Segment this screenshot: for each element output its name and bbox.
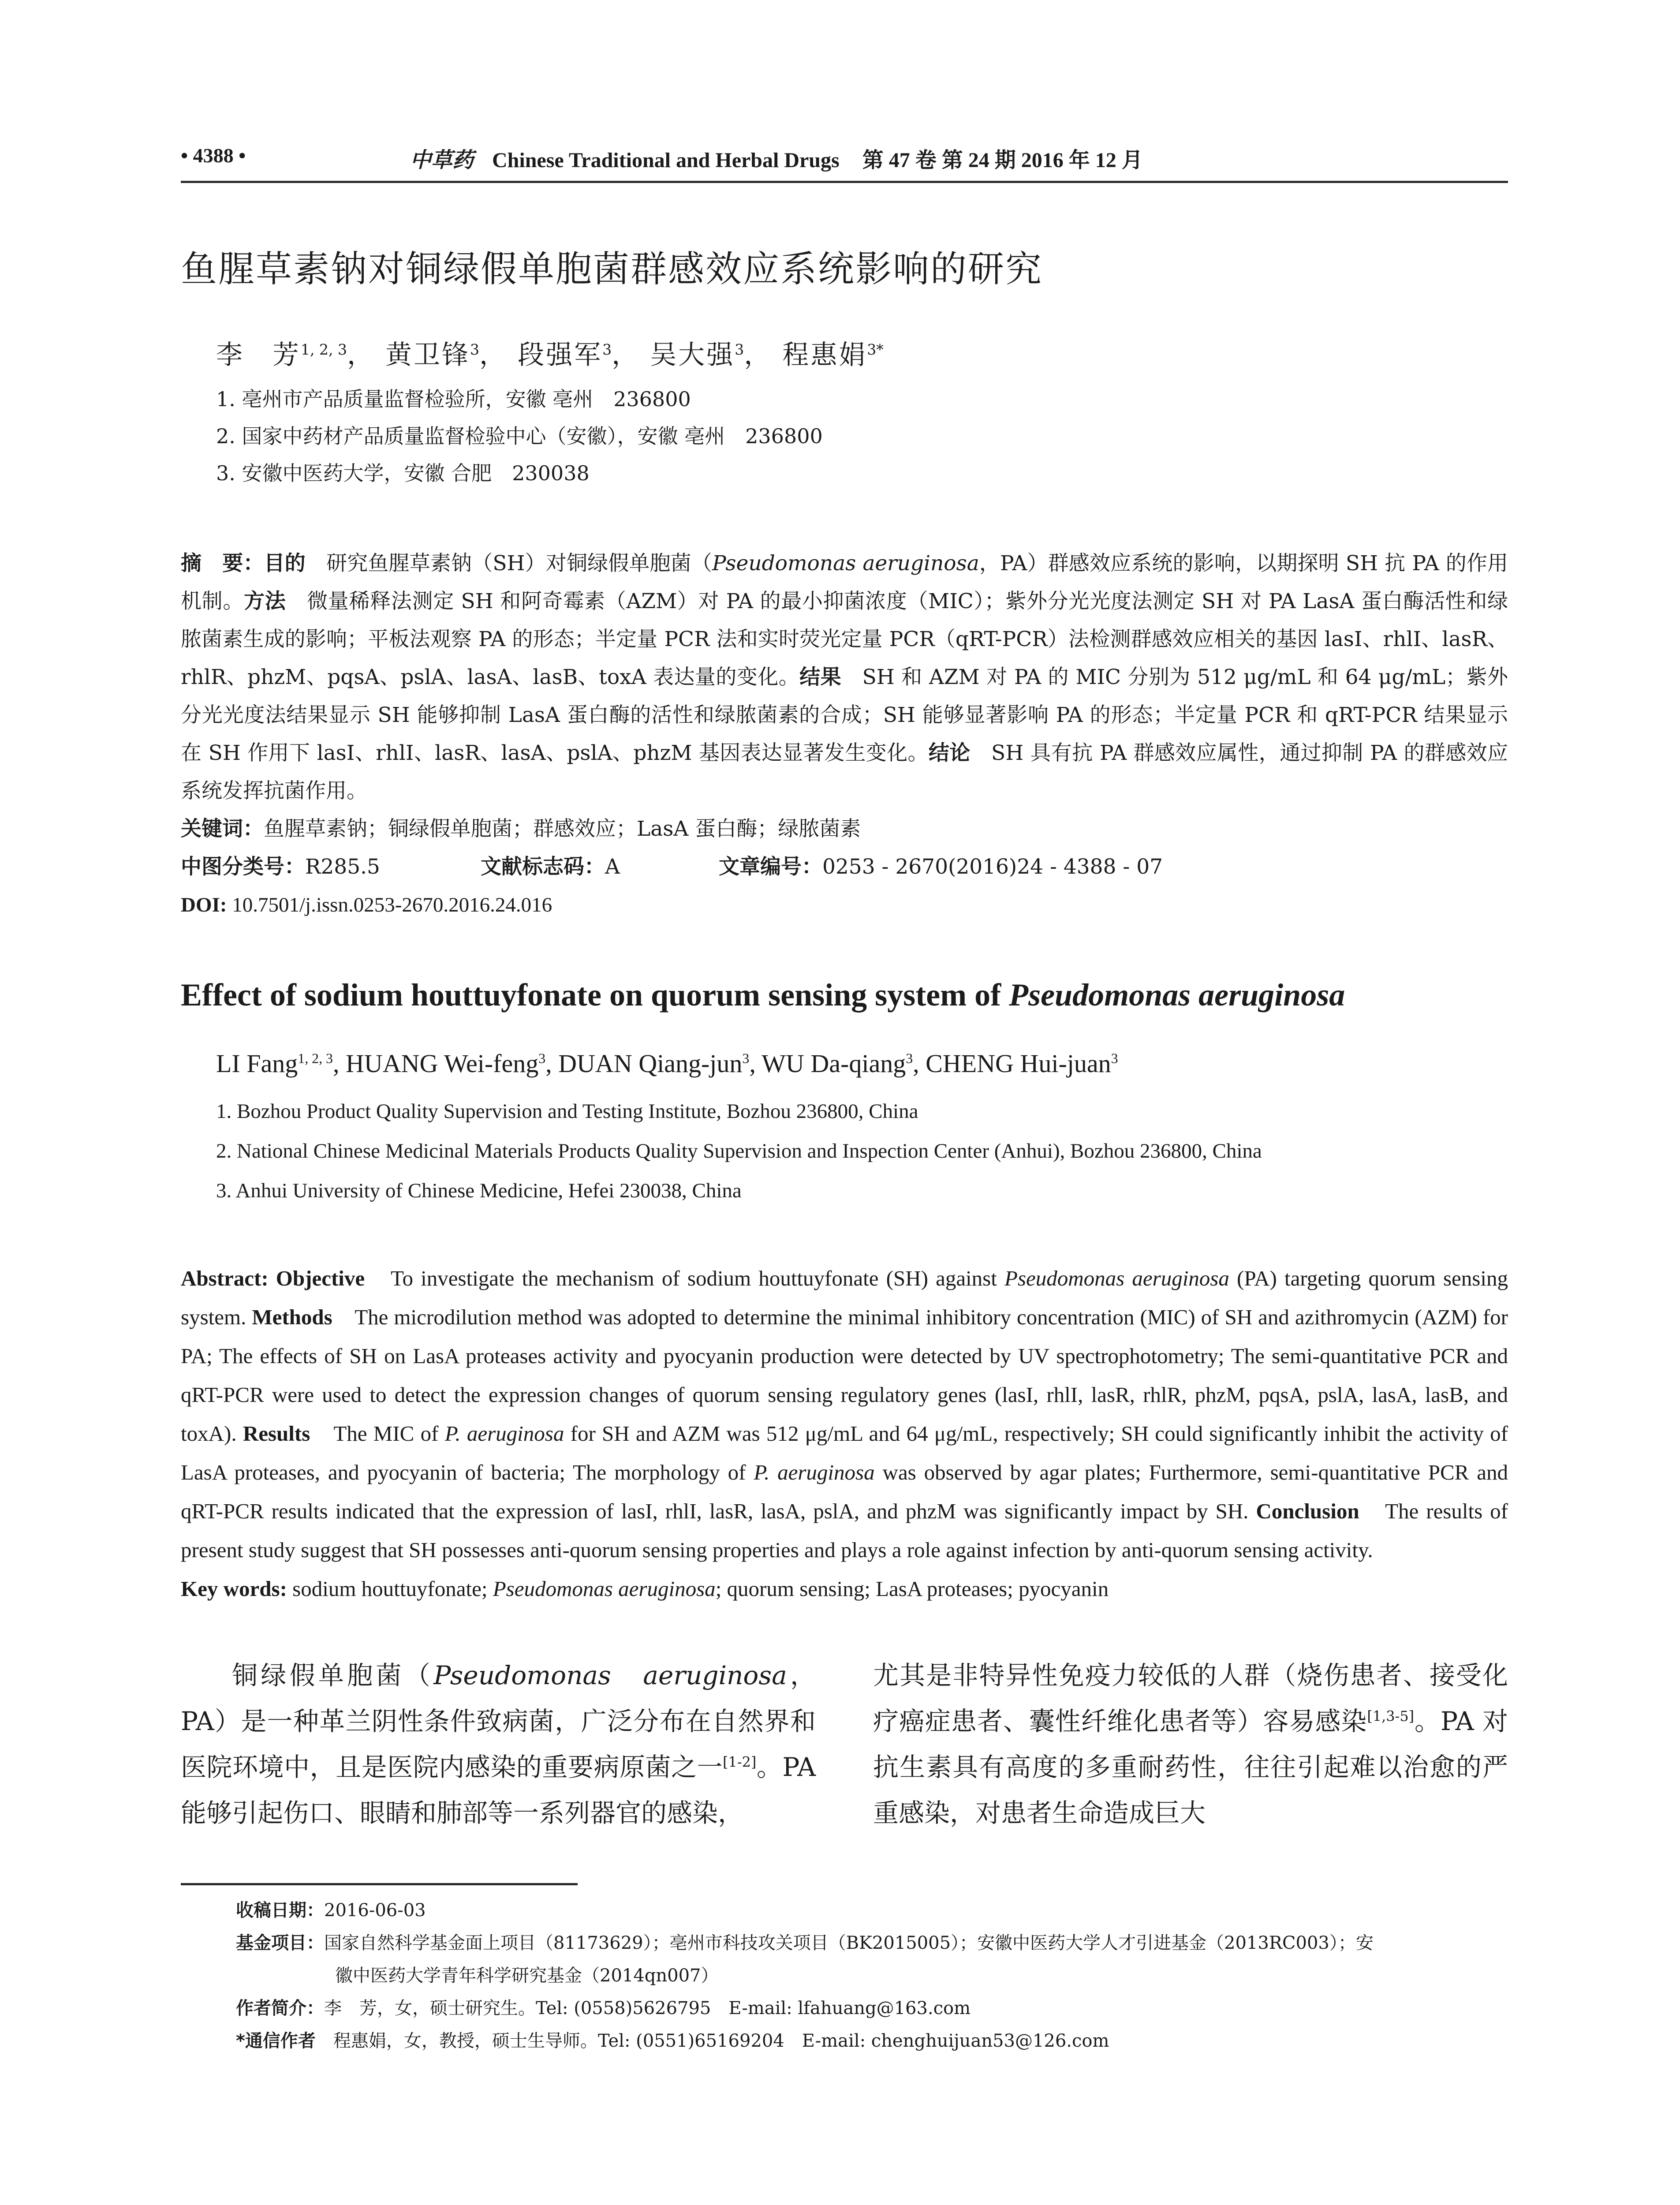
methods-text: 微量稀释法测定 SH 和阿奇霉素（AZM）对 PA 的最小抑菌浓度（MIC）；紫外分光光度法测定 SH 对 PA LasA 蛋白酶活性和绿脓菌素生成的影响；平板法观察 PA 的形态；半定量 PCR 法和实时荧光定量 PCR（qRT-PCR）法检测群感效应相关的基因 lasI、rhlI、lasR、rhlR、phzM、pqsA、pslA、lasA、lasB、toxA 表达量的变化。 (181, 589, 1508, 689)
keywords-zh-text: 鱼腥草素钠；铜绿假单胞菌；群感效应；LasA 蛋白酶；绿脓菌素 (264, 817, 861, 841)
results-en-text: for SH and AZM was 512 μg/mL and 64 μg/mL, respectively; SH could significantly inhibit the activity of LasA proteases, and pyocyanin of bacteria; The morphology of (181, 1421, 1508, 1484)
fund-label: 基金项目： (236, 1933, 324, 1953)
objective-en-text: To investigate the mechanism of sodium houttuyfonate (SH) against (365, 1266, 1005, 1290)
species-name: Pseudomonas aeruginosa (1004, 1266, 1229, 1290)
keywords-en-label: Key words: (181, 1577, 287, 1601)
footnote-corresponding (236, 2025, 1508, 2057)
affiliation-en: 1. Bozhou Product Quality Supervision and Testing Institute, Bozhou 236800, China (216, 1100, 918, 1123)
body-text-run: 尤其是非特异性免疫力较低的人群（烧伤患者、接受化疗癌症患者、囊性纤维化患者等）容易感染 (873, 1660, 1508, 1736)
body-text-run: ，PA）是一种革兰阴性条件致病菌，广泛分布在自然界和医院环境中，且是医院内感染的重要病原菌之一 (181, 1660, 816, 1782)
author-affil-sup: 3* (867, 341, 884, 358)
citation: [1,3-5] (1367, 1708, 1415, 1725)
conclusion-en-text: The results of present study suggest that SH possesses anti-quorum sensing properties and plays a role against infection by anti-quorum sensing activity. (181, 1499, 1508, 1562)
affiliation-zh: 2. 国家中药材产品质量监督检验中心（安徽），安徽 亳州 236800 (216, 424, 823, 448)
keywords-en (181, 1570, 1508, 1608)
author-en: WU Da-qiang (762, 1049, 906, 1078)
page-number: • 4388 • (181, 144, 246, 167)
bio-label: 作者简介： (236, 1998, 324, 2018)
author-affil-sup: 3 (742, 1050, 750, 1066)
author-zh: 李 芳 (216, 340, 301, 370)
footnote-bio (236, 1992, 1508, 2025)
journal-name-en: Chinese Traditional and Herbal Drugs (492, 149, 840, 172)
author-affil-sup: 3 (538, 1050, 546, 1066)
footnotes (181, 1883, 1508, 2057)
author-zh: 黄卫锋 (385, 340, 470, 370)
author-affil-sup: 3 (602, 341, 612, 358)
author-zh: 段强军 (518, 340, 603, 370)
abstract-en-label: Abstract: Objective (181, 1266, 365, 1290)
title-zh: 鱼腥草素钠对铜绿假单胞菌群感效应系统影响的研究 (181, 248, 1043, 290)
objective-text: 研究鱼腥草素钠（SH）对铜绿假单胞菌（ (305, 551, 713, 576)
author-affil-sup: 1, 2, 3 (298, 1050, 333, 1066)
corresponding-text: 程惠娟，女，教授，硕士生导师。Tel: (0551)65169204 E-mail: chenghuijuan53@126.com (315, 2031, 1109, 2051)
affiliation-zh: 3. 安徽中医药大学，安徽 合肥 230038 (216, 461, 590, 485)
affiliation-zh: 1. 亳州市产品质量监督检验所，安徽 亳州 236800 (216, 387, 691, 411)
body-column-left (181, 1652, 816, 1836)
conclusion-text: SH 具有抗 PA 群感效应属性，通过抑制 PA 的群感效应系统发挥抗菌作用。 (181, 741, 1508, 803)
abstract-zh (181, 545, 1508, 810)
authors-zh: 李 芳$^{1, 2, 3}$， 黄卫锋$^3$， 段强军$^3$， 吴大强$^3$， 程惠娟$^{3*}$ (216, 340, 884, 370)
classification-row (181, 848, 1508, 886)
journal-logo-cn: 中草药 (410, 149, 474, 172)
doc-code-item (481, 848, 719, 886)
conclusion-label: 结论 (928, 741, 971, 765)
fund-text: 国家自然科学基金面上项目（81173629）；亳州市科技攻关项目（BK2015005）；安徽中医药大学人才引进基金（2013RC003）；安 (324, 1933, 1374, 1953)
paper-page (181, 132, 1508, 1836)
footnote-fund-cont: 徽中医药大学青年科学研究基金（2014qn007） (335, 1966, 719, 1986)
title-en-species: Pseudomonas aeruginosa (1009, 977, 1345, 1013)
title-en-text: Effect of sodium houttuyfonate on quorum sensing system of (181, 977, 1009, 1013)
bio-text: 李 芳，女，硕士研究生。Tel: (0558)5626795 E-mail: lfahuang@163.com (324, 1998, 971, 2018)
abstract-zh-label: 摘 要： (181, 551, 264, 576)
results-text: SH 和 AZM 对 PA 的 MIC 分别为 512 μg/mL 和 64 μg/mL；紫外分光光度法结果显示 SH 能够抑制 LasA 蛋白酶的活性和绿脓菌素的合成；SH 能够显著影响 PA 的形态；半定量 PCR 和 qRT-PCR 结果显示在 SH 作用下 lasI、rhlI、lasR、lasA、pslA、phzM 基因表达显著发生变化。 (181, 665, 1508, 765)
species-name: Pseudomonas aeruginosa (712, 551, 979, 576)
journal-title (410, 143, 1143, 173)
authors-en: LI Fang$^{1, 2, 3}$, HUANG Wei-feng$^3$, DUAN Qiang-jun$^3$, WU Da-qiang$^3$, CHENG Hui-juan$^3$ (216, 1049, 1118, 1078)
conclusion-en-label: Conclusion (1256, 1499, 1359, 1523)
author-zh: 吴大强 (650, 340, 735, 370)
results-en-text: was observed by agar plates; Furthermore, semi-quantitative PCR and qRT-PCR results indicated that the expression of lasI, rhlI, lasR, lasA, pslA, and phzM was significantly impact by SH. (181, 1460, 1508, 1523)
received-date: 2016-06-03 (324, 1900, 426, 1921)
clc-item (181, 848, 481, 886)
journal-issue: 第 47 卷 第 24 期 2016 年 12 月 (862, 149, 1143, 172)
author-en: CHENG Hui-juan (926, 1049, 1111, 1078)
keywords-en-text: ; quorum sensing; LasA proteases; pyocyanin (715, 1577, 1109, 1601)
affiliations-en (216, 1091, 1508, 1211)
footnote-received (236, 1894, 1508, 1927)
doi-value: 10.7501/j.issn.0253-2670.2016.24.016 (232, 893, 553, 916)
objective-en-text: (PA) targeting quorum sensing system. (181, 1266, 1508, 1329)
species-name: Pseudomonas aeruginosa (433, 1660, 787, 1690)
title-en (181, 977, 1508, 1013)
body-text-run: 。PA 能够引起伤口、眼睛和肺部等一系列器官的感染， (181, 1752, 816, 1828)
species-name: Pseudomonas aeruginosa (493, 1577, 716, 1601)
author-en: HUANG Wei-feng (345, 1049, 539, 1078)
author-affil-sup: 3 (906, 1050, 913, 1066)
objective-label: 目的 (264, 551, 306, 576)
author-zh: 程惠娟 (782, 340, 867, 370)
footnote-rule (181, 1883, 578, 1885)
body-text-run: 铜绿假单胞菌（ (232, 1660, 434, 1690)
results-label: 结果 (799, 665, 842, 689)
doc-code-value: A (605, 855, 620, 879)
keywords-zh-label: 关键词： (181, 817, 264, 841)
doi-row (181, 886, 1508, 924)
author-affil-sup: 3 (470, 341, 480, 358)
body-paragraph (181, 1652, 816, 1836)
methods-en-label: Methods (252, 1305, 332, 1329)
results-en-label: Results (243, 1421, 310, 1446)
article-no-label: 文章编号： (719, 855, 822, 879)
article-no-value: 0253 - 2670(2016)24 - 4388 - 07 (822, 855, 1163, 879)
keywords-zh (181, 810, 1508, 848)
doi-label: DOI: (181, 893, 227, 916)
author-affil-sup: 3 (1111, 1050, 1118, 1066)
species-name: P. aeruginosa (444, 1421, 564, 1446)
footnote-fund (236, 1927, 1508, 1959)
affiliation-en: 3. Anhui University of Chinese Medicine, Hefei 230038, China (216, 1179, 742, 1202)
running-header (181, 132, 1508, 183)
methods-en-text: The microdilution method was adopted to determine the minimal inhibitory concentration (MIC) of SH and azithromycin (AZM) for PA; The effects of SH on LasA proteases activity and pyocyanin production were detected by UV spectrophotometry; The semi-quantitative PCR and qRT-PCR were used to detect the expression changes of quorum sensing regulatory genes (lasI, rhlI, lasR, rhlR, phzM, pqsA, pslA, lasA, lasB, and toxA). (181, 1305, 1508, 1446)
results-en-text: The MIC of (310, 1421, 445, 1446)
author-en: LI Fang (216, 1049, 298, 1078)
objective-text: ，PA）群感效应系统的影响，以期探明 SH 抗 PA 的作用机制。 (181, 551, 1508, 613)
clc-label: 中图分类号： (181, 855, 305, 879)
keywords-en-text: sodium houttuyfonate; (287, 1577, 493, 1601)
affiliations-zh (216, 381, 1508, 492)
abstract-en (181, 1259, 1508, 1570)
body-column-right (873, 1652, 1508, 1836)
species-name: P. aeruginosa (754, 1460, 875, 1484)
corresponding-label: *通信作者 (236, 2031, 316, 2051)
doc-code-label: 文献标志码： (481, 855, 605, 879)
author-affil-sup: 1, 2, 3 (301, 341, 347, 358)
body-paragraph (873, 1652, 1508, 1836)
body-text-run: 。PA 对抗生素具有高度的多重耐药性，往往引起难以治愈的严重感染，对患者生命造成巨大 (873, 1706, 1508, 1828)
clc-value: R285.5 (305, 855, 380, 879)
citation: [1-2] (723, 1753, 757, 1771)
received-label: 收稿日期： (236, 1900, 324, 1921)
affiliation-en: 2. National Chinese Medicinal Materials Products Quality Supervision and Inspection Center (Anhui), Bozhou 236800, China (216, 1140, 1262, 1162)
author-en: DUAN Qiang-jun (558, 1049, 743, 1078)
article-no-item (719, 848, 1163, 886)
body-text (181, 1652, 1508, 1836)
author-affil-sup: 3 (735, 341, 744, 358)
methods-label: 方法 (244, 589, 286, 613)
